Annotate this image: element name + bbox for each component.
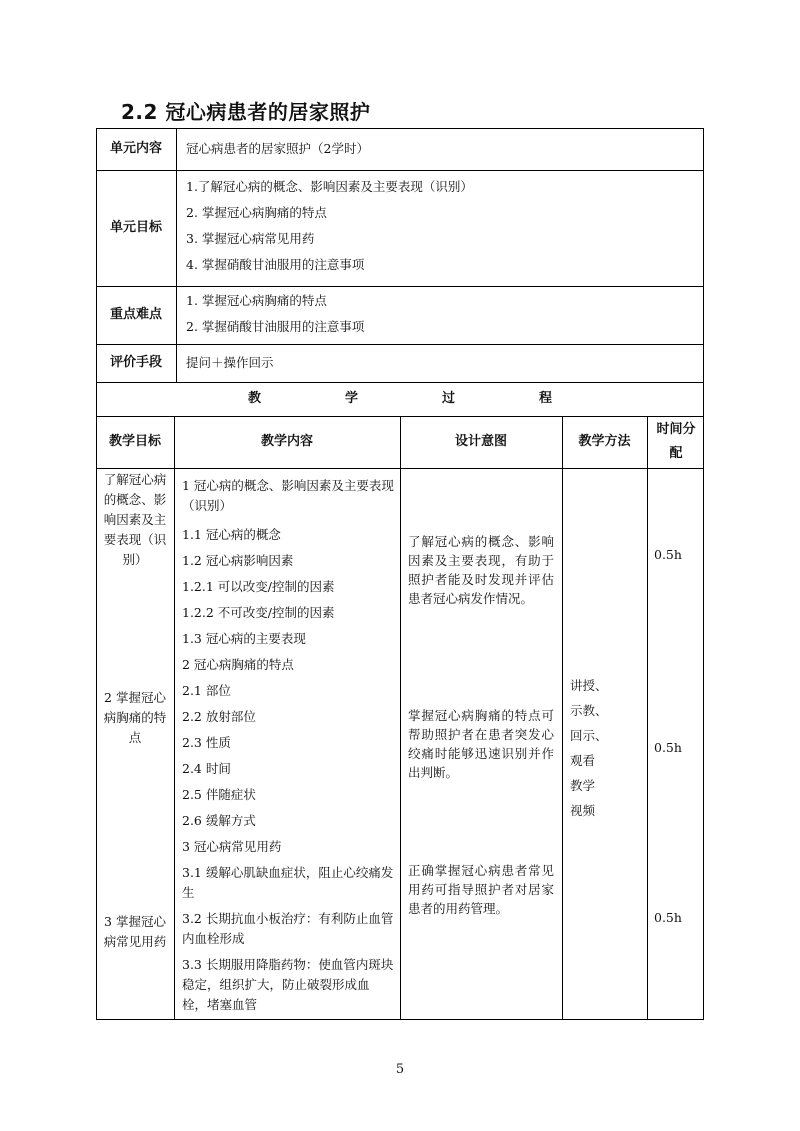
column-header-method: 教学方法: [578, 434, 631, 449]
key-points-list: [186, 288, 696, 340]
divider: [176, 128, 177, 382]
key-point-item: 2. 掌握硝酸甘油服用的注意事项: [186, 319, 365, 334]
content-item: 2 冠心病胸痛的特点: [182, 657, 294, 672]
divider: [174, 416, 175, 1020]
unit-goals-list: [186, 174, 696, 278]
column-header-objective: 教学目标: [108, 434, 161, 449]
content-item: 2.2 放射部位: [182, 709, 256, 724]
content-item: 1 冠心病的概念、影响因素及主要表现（识别）: [182, 478, 394, 513]
objective-3: 3 掌握冠心病常见用药: [103, 914, 167, 949]
divider: [96, 344, 704, 345]
content-item: 1.2 冠心病影响因素: [182, 553, 294, 568]
section-title: 2.2 冠心病患者的居家照护: [121, 100, 371, 124]
unit-content-value: 冠心病患者的居家照护（2学时）: [186, 141, 369, 156]
content-item: 2.5 伴随症状: [182, 787, 256, 802]
content-item: 3.2 长期抗血小板治疗：有利防止血管内血栓形成: [182, 911, 394, 946]
process-title-char: 程: [539, 391, 553, 406]
content-item: 1.3 冠心病的主要表现: [182, 631, 306, 646]
key-points-label: 重点难点: [109, 307, 162, 322]
divider: [562, 416, 563, 1020]
divider: [400, 416, 401, 1020]
unit-goal-item: 1.了解冠心病的概念、影响因素及主要表现（识别）: [186, 179, 473, 194]
method-item: 视频: [570, 803, 596, 818]
table-border-right: [703, 128, 704, 1020]
unit-goal-item: 4. 掌握硝酸甘油服用的注意事项: [186, 257, 365, 272]
column-header-content: 教学内容: [260, 434, 313, 449]
unit-goal-item: 3. 掌握冠心病常见用药: [186, 231, 315, 246]
time-1: 0.5h: [654, 547, 682, 562]
page-number: 5: [395, 1062, 405, 1077]
intent-1: 了解冠心病的概念、影响因素及主要表现，有助于照护者能及时发现并评估患者冠心病发作情况。: [408, 534, 554, 606]
content-item: 2.3 性质: [182, 735, 231, 750]
content-item: 2.4 时间: [182, 761, 231, 776]
method-item: 回示、: [570, 728, 608, 743]
intent-2: 掌握冠心病胸痛的特点可帮助照护者在患者突发心绞痛时能够迅速识别并作出判断。: [408, 708, 554, 780]
unit-goals-label: 单元目标: [109, 220, 162, 235]
evaluation-value: 提问＋操作回示: [186, 355, 274, 370]
content-item: 2.6 缓解方式: [182, 813, 256, 828]
process-title: [96, 382, 704, 416]
column-header-time: 时间分配: [656, 422, 696, 461]
objective-2: 2 掌握冠心病胸痛的特点: [103, 690, 167, 745]
content-item: 1.2.2 不可改变/控制的因素: [182, 605, 335, 620]
intent-3: 正确掌握冠心病患者常见用药可指导照护者对居家患者的用药管理。: [408, 863, 554, 916]
unit-content-label: 单元内容: [109, 141, 162, 156]
content-item: 1.1 冠心病的概念: [182, 527, 281, 542]
divider: [647, 416, 648, 1020]
table-border-top: [96, 128, 704, 129]
divider: [96, 286, 704, 287]
method-item: 讲授、: [570, 678, 608, 693]
process-title-char: 过: [442, 391, 456, 406]
method-item: 教学: [570, 778, 596, 793]
teaching-method: [570, 673, 642, 823]
content-item: 3.3 长期服用降脂药物：使血管内斑块稳定，组织扩大，防止破裂形成血栓，堵塞血管: [182, 957, 394, 1012]
content-item: 3 冠心病常见用药: [182, 839, 282, 854]
column-header-intent: 设计意图: [454, 434, 507, 449]
method-item: 示教、: [570, 703, 608, 718]
evaluation-label: 评价手段: [109, 355, 162, 370]
objective-1: 了解冠心病的概念、影响因素及主要表现（识别）: [103, 472, 167, 567]
content-item: 3.1 缓解心肌缺血症状，阻止心绞痛发生: [182, 865, 394, 900]
process-title-char: 教: [247, 391, 261, 406]
unit-goal-item: 2. 掌握冠心病胸痛的特点: [186, 205, 327, 220]
content-item: 2.1 部位: [182, 683, 231, 698]
divider: [96, 170, 704, 171]
unit-table: [96, 128, 704, 1020]
method-item: 观看: [570, 753, 596, 768]
time-3: 0.5h: [654, 910, 682, 925]
time-2: 0.5h: [654, 740, 682, 755]
content-item: 1.2.1 可以改变/控制的因素: [182, 579, 335, 594]
key-point-item: 1. 掌握冠心病胸痛的特点: [186, 293, 327, 308]
process-title-char: 学: [344, 391, 358, 406]
content-list: [182, 476, 394, 1015]
